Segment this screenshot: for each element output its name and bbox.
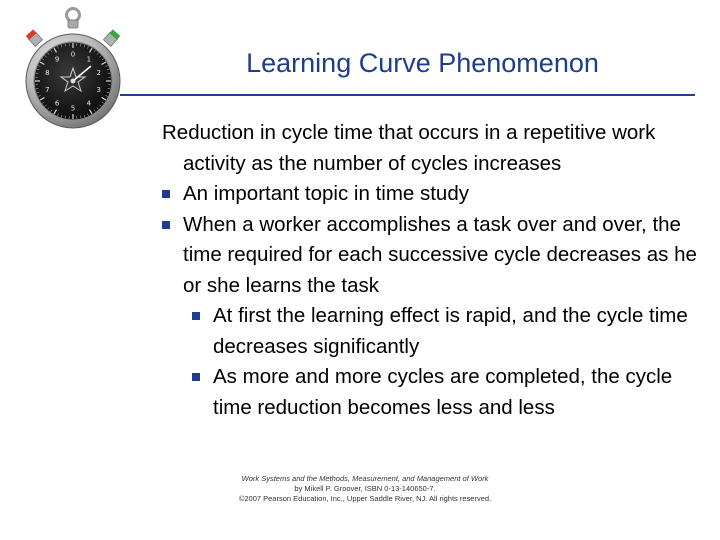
sub-bullet-item [162,301,702,362]
bullet-text: An important topic in time study [183,182,469,205]
footer-copyright: ©2007 Pearson Education, Inc., Upper Saddle River, NJ. All rights reserved. [238,494,492,503]
slide-title: Learning Curve Phenomenon [246,48,599,78]
svg-text:9: 9 [54,55,60,64]
svg-text:0: 0 [70,50,76,59]
square-bullet-icon [192,301,200,332]
intro-paragraph: Reduction in cycle time that occurs in a repetitive work activity as the number of cycles increases [162,121,656,175]
footer-book-title: Work Systems and the Methods, Measurement, and Management of Work [241,474,489,483]
svg-text:8: 8 [45,69,50,78]
bullet-item [162,210,702,302]
svg-text:3: 3 [96,85,101,94]
copyright-footer [200,474,530,504]
title-divider [120,94,695,96]
stopwatch-icon [18,6,130,140]
sub-bullet-item [162,362,702,423]
sub-bullet-text: At first the learning effect is rapid, and the cycle time decreases significantly [213,304,688,358]
svg-text:7: 7 [45,85,50,94]
footer-author-isbn: by Mikell P. Groover, ISBN 0-13-140650-7. [294,484,436,493]
svg-text:2: 2 [96,69,101,78]
svg-text:6: 6 [54,99,60,108]
bullet-text: When a worker accomplishes a task over and over, the time required for each successive cycle decreases as he or she learns the task [183,212,697,297]
square-bullet-icon [192,362,200,393]
square-bullet-icon [162,179,170,210]
svg-text:4: 4 [86,99,92,108]
svg-text:5: 5 [70,104,76,113]
bullet-item [162,179,702,210]
svg-text:1: 1 [86,55,92,64]
square-bullet-icon [162,210,170,241]
slide-body [162,118,702,423]
sub-bullet-text: As more and more cycles are completed, the cycle time reduction becomes less and less [213,365,673,419]
